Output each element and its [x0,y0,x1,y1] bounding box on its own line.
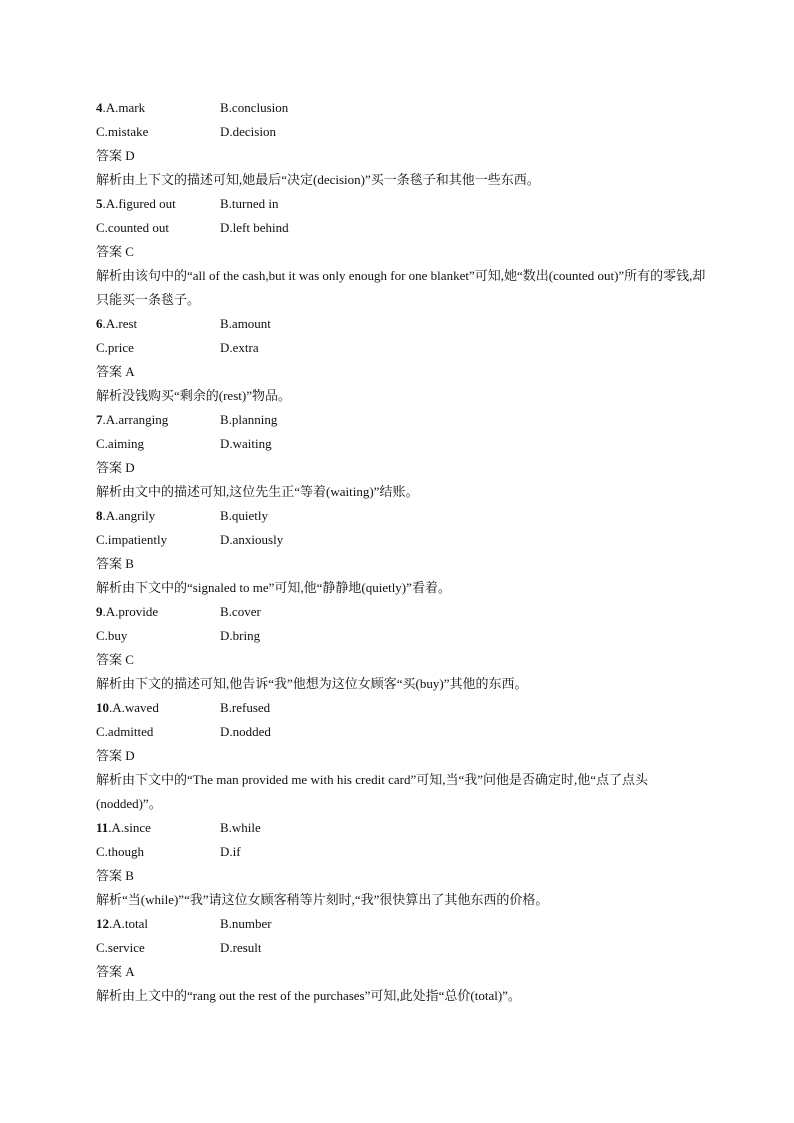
option-c: C.price [96,340,134,355]
question-number-dot: . [108,820,112,835]
answer-line: 答案 C [96,244,134,259]
option-a-text: A.total [112,916,148,931]
explanation-text: 解析由下文中的“The man provided me with his credit card”可知,当“我”问他是否确定时,他“点了点头(nodded)”。 [96,772,649,811]
answer-line: 答案 A [96,964,135,979]
option-d: D.result [220,940,262,955]
option-a [96,816,151,840]
explanation-text: 解析“当(while)”“我”请这位女顾客稍等片刻时,“我”很快算出了其他东西的价格。 [96,892,549,907]
question-number-dot: . [102,604,106,619]
option-b: B.number [220,916,272,931]
option-b: B.quietly [220,508,269,523]
option-a-text: A.waved [112,700,159,715]
question-number: 5 [96,196,103,211]
options-row-1 [96,408,706,432]
option-d: D.left behind [220,220,289,235]
option-b: B.planning [220,412,278,427]
question-number-dot: . [102,316,106,331]
option-a [96,96,145,120]
question-block [96,912,706,1008]
option-a-text: A.figured out [105,196,176,211]
question-number-dot: . [109,916,113,931]
explanation-text: 解析由上下文的描述可知,她最后“决定(decision)”买一条毯子和其他一些东西。 [96,172,540,187]
answer-line: 答案 D [96,748,135,763]
option-a [96,600,158,624]
option-a [96,192,176,216]
question-number: 4 [96,100,103,115]
option-a-text: A.angrily [105,508,156,523]
option-b: B.turned in [220,196,279,211]
option-a-text: A.provide [105,604,159,619]
option-a [96,912,148,936]
option-d: D.decision [220,124,276,139]
option-c: C.though [96,844,145,859]
options-row-2 [96,936,706,960]
option-a [96,408,168,432]
options-row-2 [96,840,706,864]
question-number: 10 [96,700,109,715]
option-d: D.waiting [220,436,272,451]
question-number: 7 [96,412,103,427]
option-d: D.nodded [220,724,271,739]
options-row-1 [96,816,706,840]
question-number-dot: . [102,100,106,115]
question-block [96,600,706,696]
explanation-text: 解析由该句中的“all of the cash,but it was only enough for one blanket”可知,她“数出(counted out)”所有的零钱,却只能买一条毯子。 [96,268,706,307]
option-a [96,504,155,528]
option-c: C.buy [96,628,128,643]
options-row-1 [96,696,706,720]
question-block [96,696,706,816]
explanation-text: 解析没钱购买“剩余的(rest)”物品。 [96,388,291,403]
option-b: B.amount [220,316,271,331]
option-c: C.counted out [96,220,169,235]
option-b: B.refused [220,700,271,715]
question-number: 9 [96,604,103,619]
option-a-text: A.since [111,820,151,835]
explanation-text: 解析由下文的描述可知,他告诉“我”他想为这位女顾客“买(buy)”其他的东西。 [96,676,528,691]
option-c: C.service [96,940,145,955]
question-block [96,312,706,408]
question-number: 8 [96,508,103,523]
answer-line: 答案 B [96,868,134,883]
option-c: C.mistake [96,124,149,139]
answer-line: 答案 D [96,460,135,475]
option-d: D.extra [220,340,259,355]
answer-line: 答案 D [96,148,135,163]
explanation-text: 解析由文中的描述可知,这位先生正“等着(waiting)”结账。 [96,484,419,499]
option-d: D.bring [220,628,261,643]
question-number-dot: . [109,700,113,715]
answer-key-content [96,96,706,1008]
question-number: 11 [96,820,109,835]
options-row-2 [96,216,706,240]
option-c: C.impatiently [96,532,168,547]
question-number: 6 [96,316,103,331]
options-row-1 [96,96,706,120]
option-a-text: A.arranging [105,412,169,427]
option-b: B.while [220,820,261,835]
option-c: C.aiming [96,436,145,451]
question-block [96,96,706,192]
answer-line: 答案 A [96,364,135,379]
answer-line: 答案 C [96,652,134,667]
option-a-text: A.mark [105,100,146,115]
options-row-1 [96,504,706,528]
question-number: 12 [96,916,109,931]
explanation-text: 解析由上文中的“rang out the rest of the purchases”可知,此处指“总价(total)”。 [96,988,521,1003]
option-d: D.if [220,844,241,859]
options-row-2 [96,528,706,552]
options-row-2 [96,720,706,744]
options-row-1 [96,600,706,624]
options-row-2 [96,120,706,144]
explanation-text: 解析由下文中的“signaled to me”可知,他“静静地(quietly)”看着。 [96,580,451,595]
question-block [96,192,706,312]
options-row-2 [96,336,706,360]
answer-line: 答案 B [96,556,134,571]
option-a [96,696,159,720]
options-row-1 [96,192,706,216]
options-row-1 [96,312,706,336]
option-b: B.conclusion [220,100,289,115]
question-block [96,408,706,504]
option-a-text: A.rest [105,316,138,331]
question-number-dot: . [102,412,106,427]
option-c: C.admitted [96,724,154,739]
question-number-dot: . [102,508,106,523]
options-row-2 [96,624,706,648]
option-a [96,312,137,336]
option-b: B.cover [220,604,261,619]
option-d: D.anxiously [220,532,284,547]
question-block [96,504,706,600]
question-block [96,816,706,912]
options-row-1 [96,912,706,936]
question-number-dot: . [102,196,106,211]
options-row-2 [96,432,706,456]
